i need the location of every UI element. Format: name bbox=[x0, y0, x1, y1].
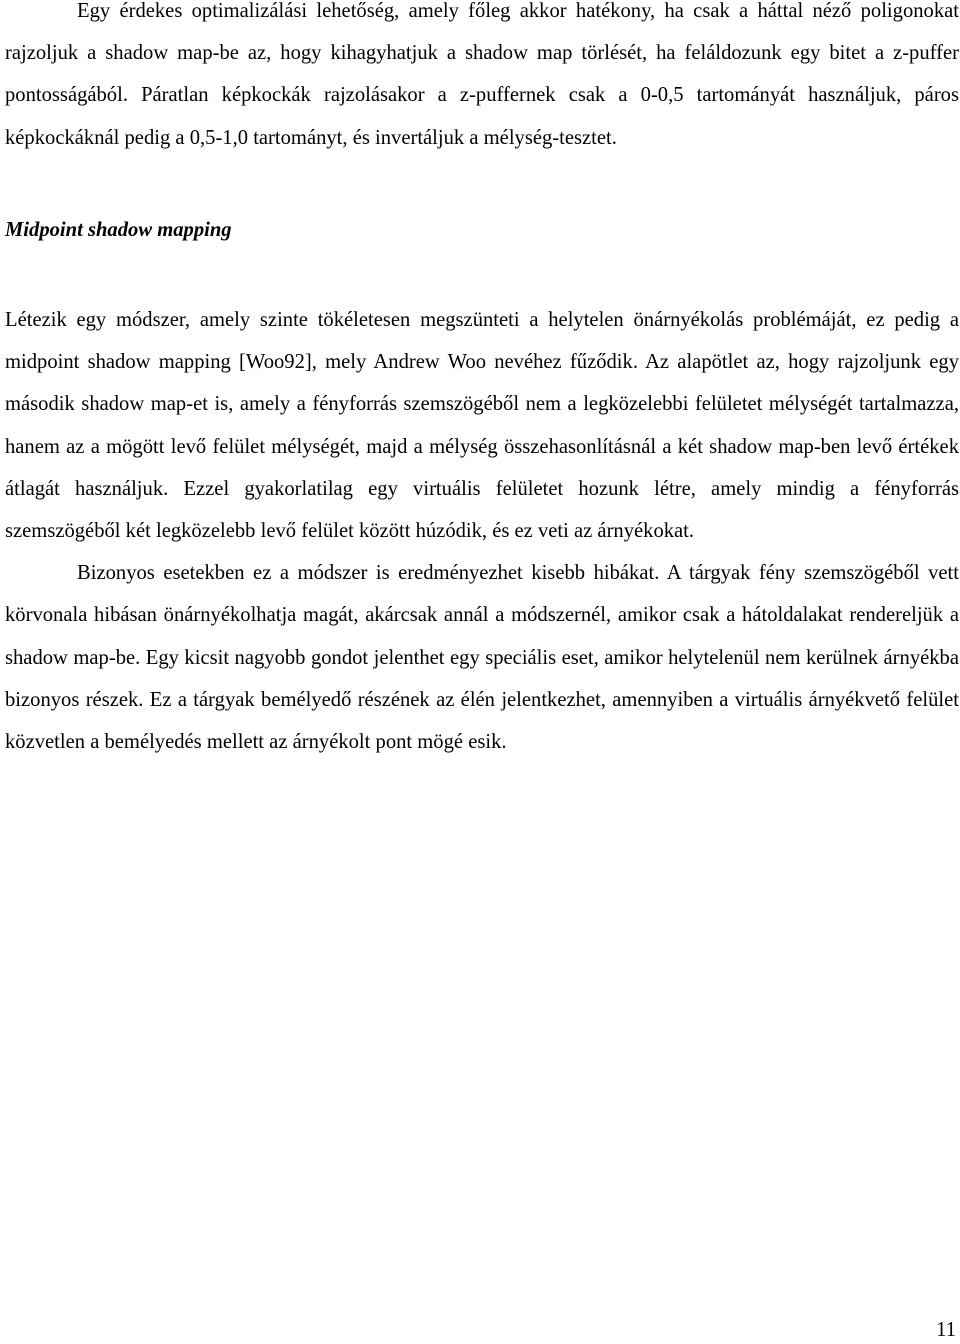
paragraph-midpoint-intro: Létezik egy módszer, amely szinte tökéletesen megszünteti a helytelen önárnyékolás problémáját, ez pedig a midpoint shadow mapping [Woo92], mely Andrew Woo nevéhez fűződik. Az alapötlet az, hogy rajzoljunk egy második shadow map-et is, amely a fényforrás szemszögéből nem a legközelebbi felületet mélységét tartalmazza, hanem az a mögött levő felület mélységét, majd a mélység összehasonlításnál a két shadow map-ben levő értékek átlagát használjuk. Ezzel gyakorlatilag egy virtuális felületet hozunk létre, amely mindig a fényforrás szemszögéből két legközelebb levő felület között húzódik, és ez veti az árnyékokat. bbox=[5, 309, 959, 543]
paragraph-optimization: Egy érdekes optimalizálási lehetőség, amely főleg akkor hatékony, ha csak a háttal néző poligonokat rajzoljuk a shadow map-be az, hogy kihagyhatjuk a shadow map törlését, ha feláldozunk egy bitet a z-puffer pontosságából. Páratlan képkockák rajzolásakor a z-puffernek csak a 0-0,5 tartományát használjuk, páros képkockáknál pedig a 0,5-1,0 tartományt, és invertáljuk a mélység-tesztet. bbox=[5, 0, 959, 149]
page-number: 11 bbox=[936, 1319, 956, 1341]
document-page bbox=[5, 0, 959, 763]
paragraph-midpoint-issues: Bizonyos esetekben ez a módszer is eredményezhet kisebb hibákat. A tárgyak fény szemszögéből vett körvonala hibásan önárnyékolhatja magát, akárcsak annál a módszernél, amikor csak a hátoldalakat rendereljük a shadow map-be. Egy kicsit nagyobb gondot jelenthet egy speciális eset, amikor helytelenül nem kerülnek árnyékba bizonyos részek. Ez a tárgyak bemélyedő részének az élén jelentkezhet, amennyiben a virtuális árnyékvető felület közvetlen a bemélyedés mellett az árnyékolt pont mögé esik. bbox=[5, 562, 959, 754]
section-heading: Midpoint shadow mapping bbox=[5, 218, 232, 241]
